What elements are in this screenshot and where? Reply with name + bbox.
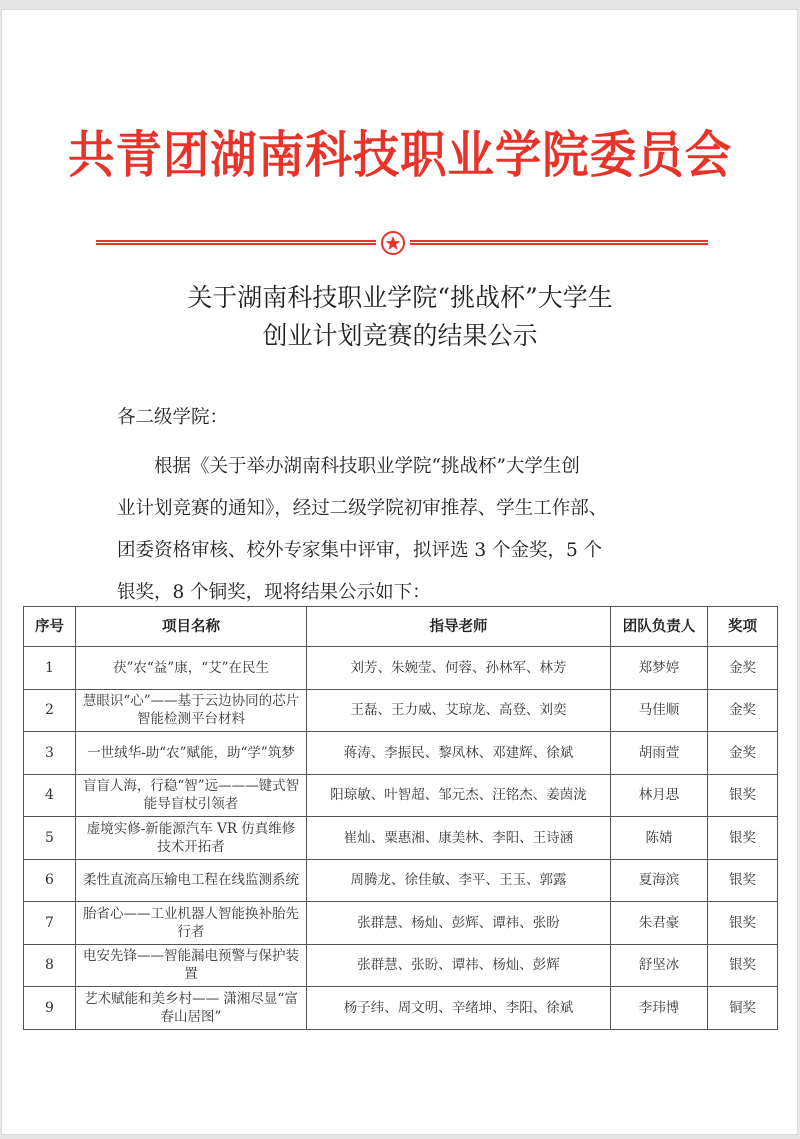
cell-project: 艺术赋能和美乡村—— 潇湘尽显“富春山居图”: [76, 987, 307, 1030]
cell-project: 虚境实修-新能源汽车 VR 仿真维修技术开拓者: [76, 817, 307, 860]
table-row: [24, 987, 778, 1030]
cell-leader: 胡雨萱: [611, 732, 708, 775]
body-line: 根据《关于举办湖南科技职业学院“挑战杯”大学生创: [154, 456, 580, 477]
table-row: [24, 689, 778, 732]
cell-leader: 舒坚冰: [611, 944, 708, 987]
table-row: [24, 647, 778, 690]
cell-advisors: 刘芳、朱婉莹、何蓉、孙林军、林芳: [307, 647, 611, 690]
cell-advisors: 周腾龙、徐佳敏、李平、王玉、郭露: [307, 859, 611, 902]
cell-award: 银奖: [708, 859, 778, 902]
cell-award: 银奖: [708, 944, 778, 987]
cell-advisors: 崔灿、粟惠湘、康美林、李阳、王诗涵: [307, 817, 611, 860]
cell-project: 盲盲人海，行稳“智”远———键式智能导盲杖引领者: [76, 774, 307, 817]
body-line: 团委资格审核、校外专家集中评审，拟评选 3 个金奖，5 个: [117, 540, 603, 561]
table-row: [24, 944, 778, 987]
table-row: [24, 732, 778, 775]
header-project: 项目名称: [76, 607, 307, 647]
table-row: [24, 902, 778, 945]
document-title-line-1: 关于湖南科技职业学院“挑战杯”大学生: [187, 283, 613, 312]
cell-leader: 李玮博: [611, 987, 708, 1030]
organization-letterhead-title: 共青团湖南科技职业学院委员会: [67, 126, 733, 184]
cell-project: 慧眼识“心”——基于云边协同的芯片智能检测平台材料: [76, 689, 307, 732]
results-table: [23, 606, 778, 1030]
table-row: [24, 817, 778, 860]
star-in-circle-icon: [381, 231, 405, 255]
cell-award: 银奖: [708, 774, 778, 817]
cell-leader: 夏海滨: [611, 859, 708, 902]
table-row: [24, 859, 778, 902]
cell-award: 铜奖: [708, 987, 778, 1030]
cell-advisors: 杨子纬、周文明、辛绪坤、李阳、徐斌: [307, 987, 611, 1030]
cell-leader: 马佳顺: [611, 689, 708, 732]
letterhead-divider: [96, 231, 708, 253]
table-row: [24, 774, 778, 817]
cell-index: 7: [24, 902, 76, 945]
header-index: 序号: [24, 607, 76, 647]
header-advisors: 指导老师: [307, 607, 611, 647]
divider-line-right: [410, 240, 708, 245]
cell-advisors: 张群慧、杨灿、彭辉、谭祎、张盼: [307, 902, 611, 945]
cell-leader: 郑梦婷: [611, 647, 708, 690]
cell-advisors: 蒋涛、李振民、黎凤林、邓建辉、徐斌: [307, 732, 611, 775]
cell-index: 9: [24, 987, 76, 1030]
cell-project: 茯”农“益”康，“艾”在民生: [76, 647, 307, 690]
document-title-line-2: 创业计划竞赛的结果公示: [262, 321, 538, 350]
cell-index: 3: [24, 732, 76, 775]
cell-project: 一世绒华-助“农”赋能，助“学”筑梦: [76, 732, 307, 775]
cell-advisors: 张群慧、张盼、谭祎、杨灿、彭辉: [307, 944, 611, 987]
cell-advisors: 阳琼敏、叶智超、邹元杰、汪铭杰、姜茵泷: [307, 774, 611, 817]
cell-index: 1: [24, 647, 76, 690]
cell-award: 金奖: [708, 647, 778, 690]
body-line: 业计划竞赛的通知》，经过二级学院初审推荐、学生工作部、: [117, 498, 608, 519]
cell-index: 2: [24, 689, 76, 732]
cell-award: 金奖: [708, 689, 778, 732]
salutation: 各二级学院：: [117, 407, 229, 428]
cell-leader: 朱君豪: [611, 902, 708, 945]
star-icon: [385, 235, 401, 251]
cell-index: 5: [24, 817, 76, 860]
cell-leader: 陈婧: [611, 817, 708, 860]
header-award: 奖项: [708, 607, 778, 647]
cell-project: 电安先锋——智能漏电预警与保护装置: [76, 944, 307, 987]
body-paragraph: [117, 446, 687, 614]
cell-leader: 林月思: [611, 774, 708, 817]
table-header-row: [24, 607, 778, 647]
divider-line-left: [96, 240, 376, 245]
header-leader: 团队负责人: [611, 607, 708, 647]
cell-index: 6: [24, 859, 76, 902]
cell-award: 银奖: [708, 817, 778, 860]
cell-index: 4: [24, 774, 76, 817]
cell-award: 金奖: [708, 732, 778, 775]
cell-project: 胎省心——工业机器人智能换补胎先行者: [76, 902, 307, 945]
cell-project: 柔性直流高压输电工程在线监测系统: [76, 859, 307, 902]
cell-award: 银奖: [708, 902, 778, 945]
cell-advisors: 王磊、王力威、艾琼龙、高登、刘奕: [307, 689, 611, 732]
body-line: 银奖，8 个铜奖，现将结果公示如下：: [117, 582, 431, 603]
cell-index: 8: [24, 944, 76, 987]
